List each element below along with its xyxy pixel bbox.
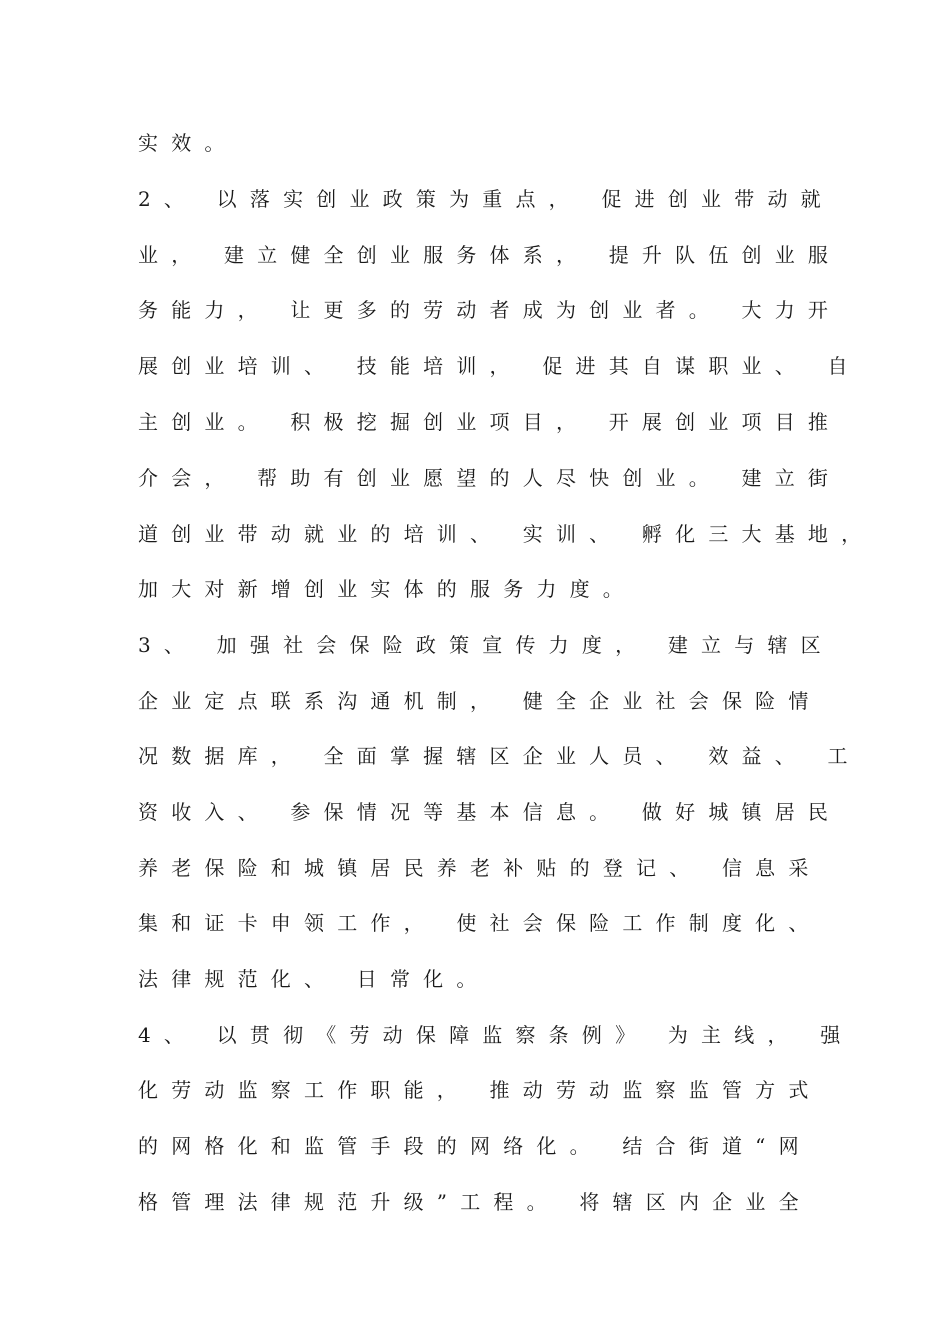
text-line: 格管理法律规范升级”工程。 将辖区内企业全 <box>138 1190 812 1214</box>
text-line: 介会， 帮助有创业愿望的人尽快创业。 建立街 <box>138 466 842 490</box>
text-line: 化劳动监察工作职能， 推动劳动监察监管方式 <box>138 1078 822 1102</box>
text-line: 集和证卡申领工作， 使社会保险工作制度化、 <box>138 911 822 935</box>
text-line: 主创业。 积极挖掘创业项目， 开展创业项目推 <box>138 410 842 434</box>
text-line: 企业定点联系沟通机制， 健全企业社会保险情 <box>138 689 822 713</box>
text-line: 业， 建立健全创业服务体系， 提升队伍创业服 <box>138 243 842 267</box>
text-line: 3、 加强社会保险政策宣传力度， 建立与辖区 <box>138 633 834 657</box>
text-line: 法律规范化、 日常化。 <box>138 967 490 991</box>
text-line: 加大对新增创业实体的服务力度。 <box>138 577 636 601</box>
text-line: 4、 以贯彻《劳动保障监察条例》 为主线， 强 <box>138 1023 854 1047</box>
text-line: 资收入、 参保情况等基本信息。 做好城镇居民 <box>138 800 842 824</box>
text-line: 务能力， 让更多的劳动者成为创业者。 大力开 <box>138 298 842 322</box>
text-line: 况数据库， 全面掌握辖区企业人员、 效益、 工 <box>138 744 861 768</box>
text-line: 展创业培训、 技能培训， 促进其自谋职业、 自 <box>138 354 861 378</box>
text-line: 2、 以落实创业政策为重点， 促进创业带动就 <box>138 187 834 211</box>
text-line: 养老保险和城镇居民养老补贴的登记、 信息采 <box>138 856 822 880</box>
text-line: 的网格化和监管手段的网络化。 结合街道“网 <box>138 1134 812 1158</box>
text-line: 道创业带动就业的培训、 实训、 孵化三大基地， <box>138 522 875 546</box>
text-line: 实效。 <box>138 131 238 155</box>
